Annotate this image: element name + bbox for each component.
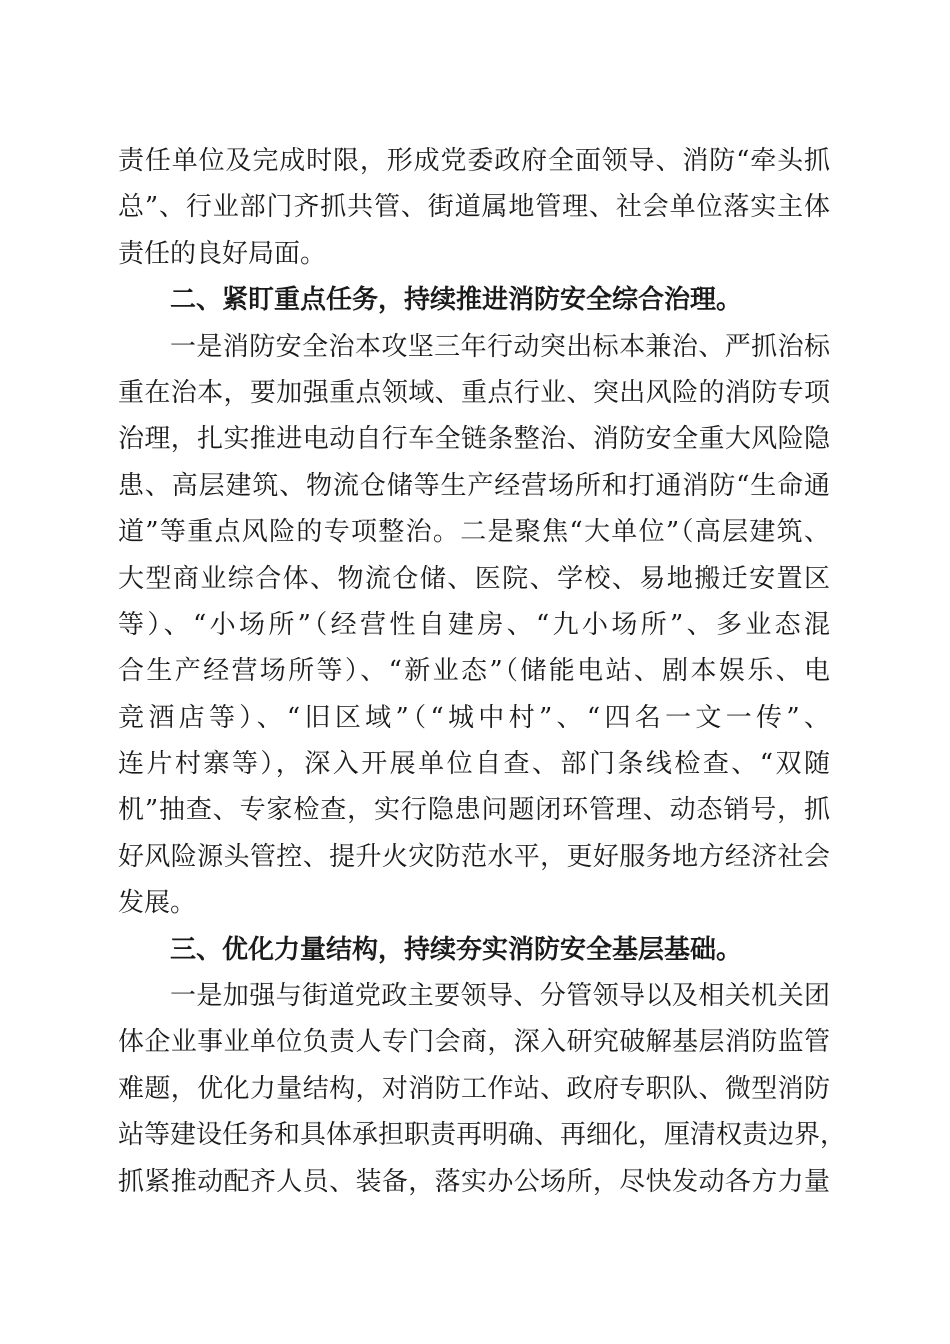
paragraph-line: 治理，扎实推进电动自行车全链条整治、消防安全重大风险隐: [118, 424, 830, 455]
paragraph-line: 站等建设任务和具体承担职责再明确、再细化，厘清权责边界，: [118, 1120, 847, 1151]
paragraph-line: 一是消防安全治本攻坚三年行动突出标本兼治、严抓治标: [170, 331, 830, 362]
paragraph-line: 机”抽查、专家检查，实行隐患问题闭环管理、动态销号，抓: [118, 795, 830, 826]
paragraph-line: 难题，优化力量结构，对消防工作站、政府专职队、微型消防: [118, 1073, 830, 1104]
paragraph-line: 合生产经营场所等）、“新业态”（储能电站、剧本娱乐、电: [118, 656, 830, 687]
section-heading-3: 三、优化力量结构，持续夯实消防安全基层基础。: [170, 934, 743, 965]
paragraph-line: 道”等重点风险的专项整治。二是聚焦“大单位”（高层建筑、: [118, 517, 830, 548]
paragraph-line: 一是加强与街道党政主要领导、分管领导以及相关机关团: [170, 981, 830, 1012]
document-body: [118, 138, 847, 1205]
paragraph-line: 连片村寨等），深入开展单位自查、部门条线检查、“双随: [118, 749, 830, 780]
paragraph-line: 抓紧推动配齐人员、装备，落实办公场所，尽快发动各方力量: [118, 1166, 830, 1197]
paragraph-line: 好风险源头管控、提升火灾防范水平，更好服务地方经济社会: [118, 841, 830, 872]
paragraph-line: 体企业事业单位负责人专门会商，深入研究破解基层消防监管: [118, 1027, 830, 1058]
paragraph-line: 大型商业综合体、物流仓储、医院、学校、易地搬迁安置区: [118, 563, 830, 594]
paragraph-line: 等）、“小场所”（经营性自建房、“九小场所”、多业态混: [118, 609, 830, 640]
section-heading-2: 二、紧盯重点任务，持续推进消防安全综合治理。: [170, 285, 743, 316]
paragraph-line: 竞酒店等）、“旧区域”（“城中村”、“四名一文一传”、: [118, 702, 830, 733]
paragraph-line: 发展。: [118, 888, 197, 919]
paragraph-line: 责任单位及完成时限，形成党委政府全面领导、消防“牵头抓: [118, 146, 830, 176]
paragraph-line: 总”、行业部门齐抓共管、街道属地管理、社会单位落实主体: [118, 192, 830, 223]
paragraph-line: 患、高层建筑、物流仓储等生产经营场所和打通消防“生命通: [118, 470, 830, 501]
paragraph-line: 责任的良好局面。: [118, 238, 327, 269]
paragraph-line: 重在治本，要加强重点领域、重点行业、突出风险的消防专项: [118, 377, 830, 408]
